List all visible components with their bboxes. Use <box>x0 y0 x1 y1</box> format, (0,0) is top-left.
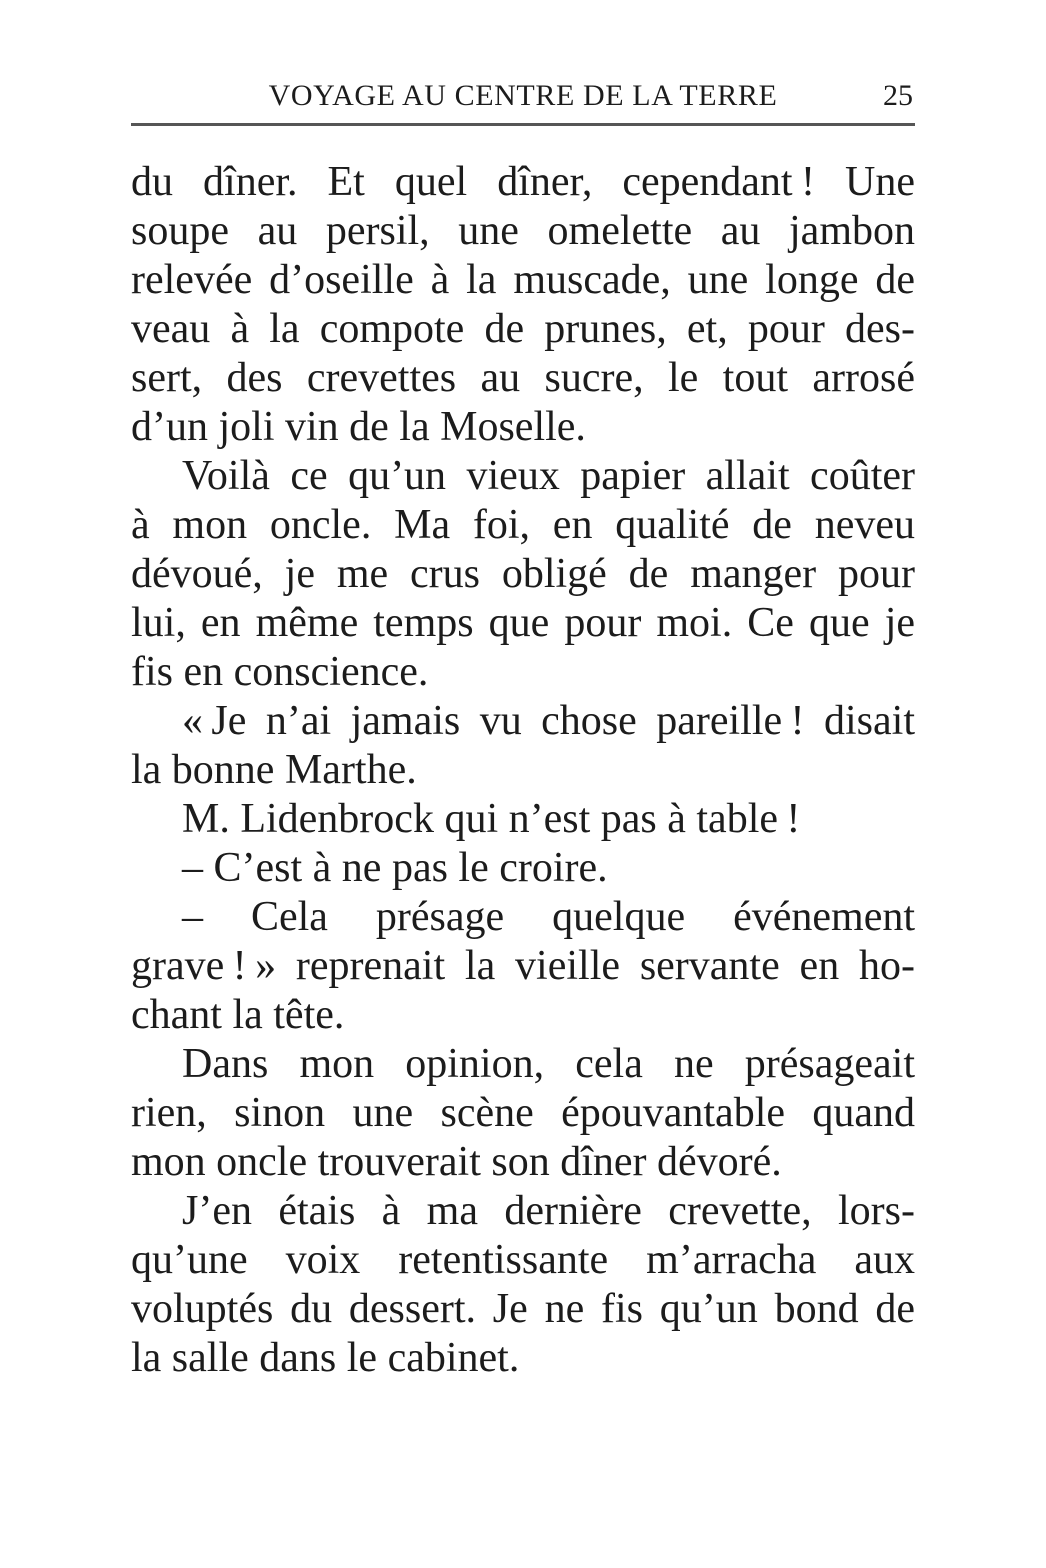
text-line: J’en étais à ma dernière crevette, lors- <box>182 1188 915 1234</box>
text-line: relevée d’oseille à la muscade, une longe de <box>131 257 915 303</box>
text-line: soupe au persil, une omelette au jambon <box>131 208 915 254</box>
text-line: dévoué, je me crus obligé de manger pour <box>131 551 915 597</box>
text-line: sert, des crevettes au sucre, le tout arrosé <box>131 355 915 401</box>
running-title: VOYAGE AU CENTRE DE LA TERRE <box>268 79 778 112</box>
text-line: qu’une voix retentissante m’arracha aux <box>131 1237 915 1283</box>
text-line: M. Lidenbrock qui n’est pas à table ! <box>182 796 801 842</box>
paragraph <box>131 158 915 452</box>
text-line: à mon oncle. Ma foi, en qualité de neveu <box>131 502 915 548</box>
text-line: rien, sinon une scène épouvantable quand <box>131 1090 915 1136</box>
paragraph <box>131 844 915 893</box>
text-line: – Cela présage quelque événement <box>182 894 915 940</box>
paragraph <box>131 452 915 697</box>
paragraph <box>131 1187 915 1383</box>
text-line: veau à la compote de prunes, et, pour des- <box>131 306 915 352</box>
text-line: – C’est à ne pas le croire. <box>182 845 608 891</box>
page-header <box>131 0 915 123</box>
text-line: grave ! » reprenait la vieille servante en ho- <box>131 943 915 989</box>
paragraph <box>131 893 915 1040</box>
text-line: Dans mon opinion, cela ne présageait <box>182 1041 915 1087</box>
text-line: d’un joli vin de la Moselle. <box>131 404 586 450</box>
text-line: du dîner. Et quel dîner, cependant ! Une <box>131 159 915 205</box>
text-line: mon oncle trouverait son dîner dévoré. <box>131 1139 782 1185</box>
paragraph <box>131 1040 915 1187</box>
text-line: la bonne Marthe. <box>131 747 417 793</box>
text-line: voluptés du dessert. Je ne fis qu’un bond de <box>131 1286 915 1332</box>
text-line: chant la tête. <box>131 992 345 1038</box>
text-column <box>131 0 915 1383</box>
text-line: Voilà ce qu’un vieux papier allait coûter <box>182 453 915 499</box>
text-line: fis en conscience. <box>131 649 429 695</box>
text-line: lui, en même temps que pour moi. Ce que je <box>131 600 915 646</box>
page-number: 25 <box>883 79 913 112</box>
text-line: la salle dans le cabinet. <box>131 1335 520 1381</box>
page-body <box>131 126 915 1383</box>
paragraph <box>131 795 915 844</box>
text-line: « Je n’ai jamais vu chose pareille ! disait <box>182 698 915 744</box>
paragraph <box>131 697 915 795</box>
